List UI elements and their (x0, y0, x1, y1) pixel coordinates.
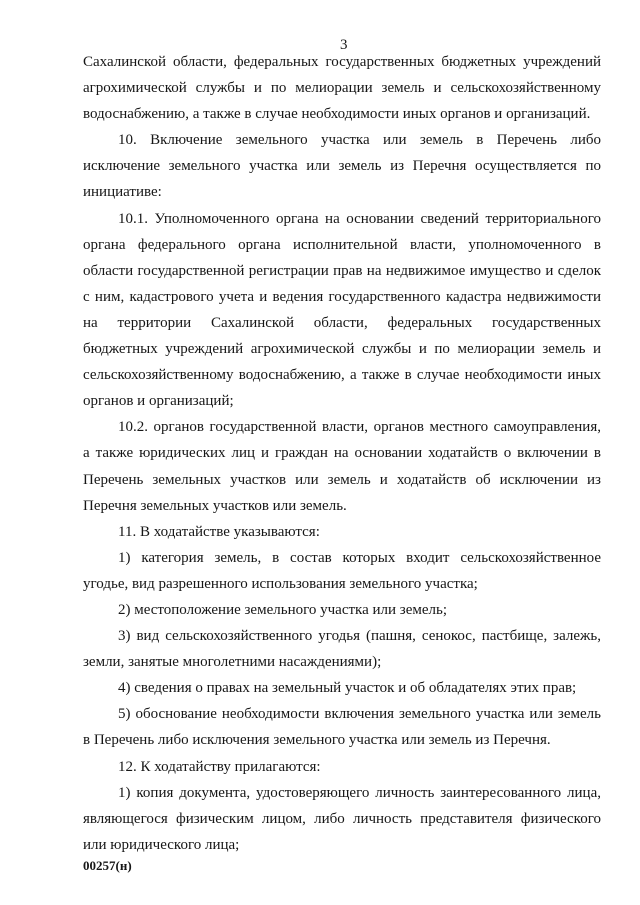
paragraph (83, 675, 601, 701)
paragraph (83, 701, 601, 753)
text-line: Перечень земельных участков или земель и ходатайств об исключении из (83, 471, 601, 488)
text-line: или юридического лица; (83, 836, 240, 853)
paragraph (83, 545, 601, 597)
text-line: 5) обоснование необходимости включения земельного участка или земель (118, 706, 601, 723)
text-line: Сахалинской области, федеральных государственных бюджетных учреждений (83, 54, 601, 70)
text-line: 2) местоположение земельного участка или земель; (118, 601, 448, 618)
text-line: земли, занятые многолетними насаждениями); (83, 654, 382, 671)
text-line: угодье, вид разрешенного использования земельного участка; (83, 575, 478, 592)
continued-paragraph (83, 49, 601, 127)
text-line: агрохимической службы и по мелиорации земель и сельскохозяйственному (83, 80, 601, 97)
text-line: а также юридических лиц и граждан на основании ходатайств о включении в (83, 445, 601, 462)
text-line: водоснабжению, а также в случае необходимости иных органов и организаций. (83, 106, 591, 123)
text-line: бюджетных учреждений агрохимической службы и по мелиорации земель и (83, 341, 601, 358)
text-line: 12. К ходатайству прилагаются: (118, 758, 321, 775)
text-line: 4) сведения о правах на земельный участок и об обладателях этих прав; (118, 680, 577, 697)
text-line: в Перечень либо исключения земельного участка или земель из Перечня. (83, 732, 551, 749)
paragraph (83, 623, 601, 675)
paragraph (83, 414, 601, 518)
text-line: 10. Включение земельного участка или земель в Перечень либо (118, 132, 601, 149)
paragraph (83, 597, 601, 623)
page-number: 3 (340, 37, 348, 53)
paragraph (83, 127, 601, 205)
text-line: исключение земельного участка или земель из Перечня осуществляется по (83, 158, 601, 175)
paragraph (83, 780, 601, 858)
document-body (83, 49, 601, 858)
text-line: 10.2. органов государственной власти, органов местного самоуправления, (118, 419, 601, 436)
text-line: на территории Сахалинской области, федеральных государственных (83, 314, 601, 331)
text-line: органа федерального органа исполнительной власти, уполномоченного в (83, 236, 601, 253)
text-line: являющегося физическим лицом, либо личность представителя физического (83, 810, 601, 827)
text-line: 3) вид сельскохозяйственного угодья (пашня, сенокос, пастбище, залежь, (118, 628, 601, 645)
text-line: области государственной регистрации прав на недвижимое имущество и сделок (83, 262, 601, 279)
document-code: 00257(н) (83, 858, 132, 873)
text-line: 11. В ходатайстве указываются: (118, 523, 320, 540)
text-line: органов и организаций; (83, 393, 234, 410)
text-line: сельскохозяйственному водоснабжению, а также в случае необходимости иных (83, 367, 601, 384)
text-line: 1) категория земель, в состав которых входит сельскохозяйственное (118, 549, 601, 566)
paragraph (83, 206, 601, 415)
paragraph (83, 754, 601, 780)
text-line: Перечня земельных участков или земель. (83, 497, 347, 514)
text-line: инициативе: (83, 184, 162, 201)
text-line: с ним, кадастрового учета и ведения государственного кадастра недвижимости (83, 288, 601, 305)
text-line: 10.1. Уполномоченного органа на основании сведений территориального (118, 210, 601, 227)
paragraph (83, 519, 601, 545)
text-line: 1) копия документа, удостоверяющего личность заинтересованного лица, (118, 784, 601, 801)
